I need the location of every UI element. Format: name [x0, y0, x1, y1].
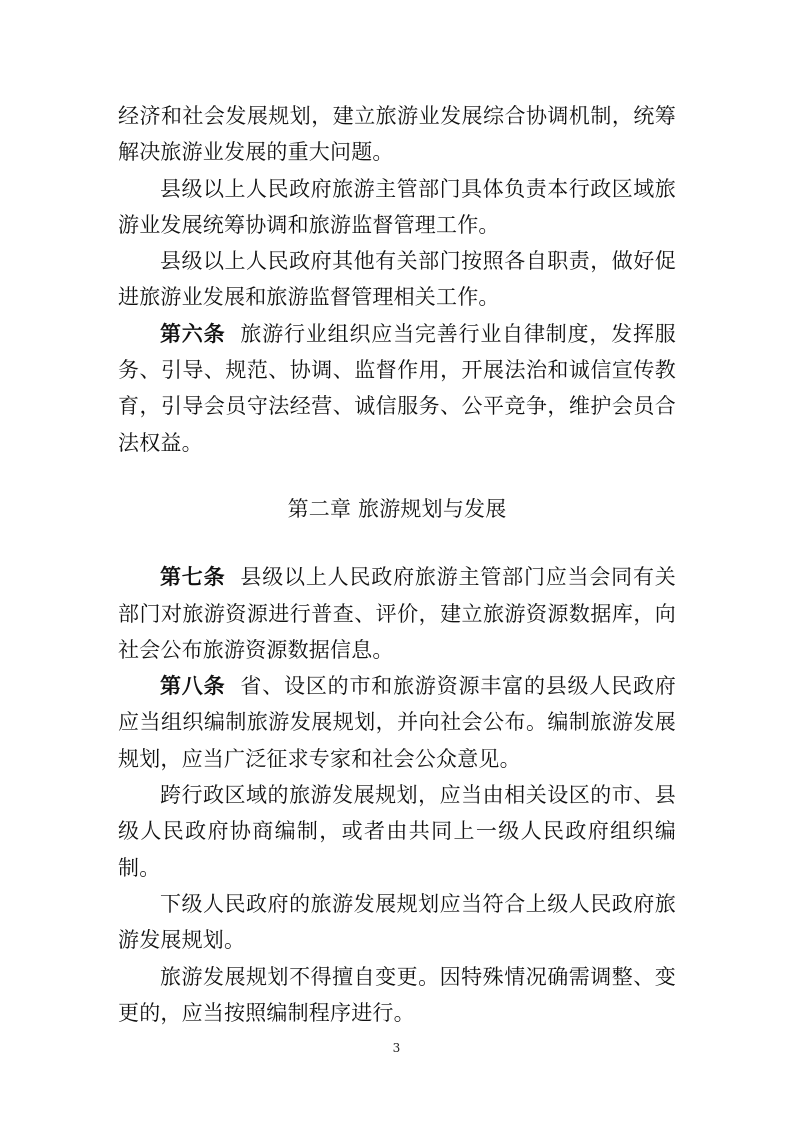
- article-6-text: 旅游行业组织应当完善行业自律制度，发挥服务、引导、规范、协调、监督作用，开展法治和诚信宣传教育，引导会员守法经营、诚信服务、公平竞争，维护会员合法权益。: [118, 321, 676, 455]
- article-7-text: 县级以上人民政府旅游主管部门应当会同有关部门对旅游资源进行普查、评价，建立旅游资源数据库，向社会公布旅游资源数据信息。: [118, 565, 676, 662]
- paragraph-planning-change: 旅游发展规划不得擅自变更。因特殊情况确需调整、变更的，应当按照编制程序进行。: [118, 964, 676, 1025]
- paragraph-cross-region-planning: 跨行政区域的旅游发展规划，应当由相关设区的市、县级人民政府协商编制，或者由共同上一级人民政府组织编制。: [118, 783, 676, 880]
- document-body: [118, 98, 676, 1031]
- article-7: [118, 559, 676, 668]
- paragraph-lower-level-planning: 下级人民政府的旅游发展规划应当符合上级人民政府旅游发展规划。: [118, 891, 676, 953]
- chapter-heading: 第二章 旅游规划与发展: [287, 496, 507, 521]
- paragraph-other-departments-duty: 县级以上人民政府其他有关部门按照各自职责，做好促进旅游业发展和旅游监督管理相关工作。: [118, 249, 676, 310]
- paragraph-tourism-department-duty: 县级以上人民政府旅游主管部门具体负责本行政区域旅游业发展统筹协调和旅游监督管理工作。: [118, 176, 676, 237]
- article-8-text: 省、设区的市和旅游资源丰富的县级人民政府应当组织编制旅游发展规划，并向社会公布。编制旅游发展规划，应当广泛征求专家和社会公众意见。: [118, 674, 676, 771]
- article-8-label: 第八条: [160, 674, 226, 699]
- article-6-label: 第六条: [160, 321, 226, 346]
- article-7-label: 第七条: [160, 565, 226, 590]
- article-8: [118, 668, 676, 777]
- page-number: 3: [392, 1041, 401, 1055]
- article-6: [118, 316, 676, 461]
- paragraph-continuation: 经济和社会发展规划，建立旅游业发展综合协调机制，统筹解决旅游业发展的重大问题。: [118, 104, 676, 165]
